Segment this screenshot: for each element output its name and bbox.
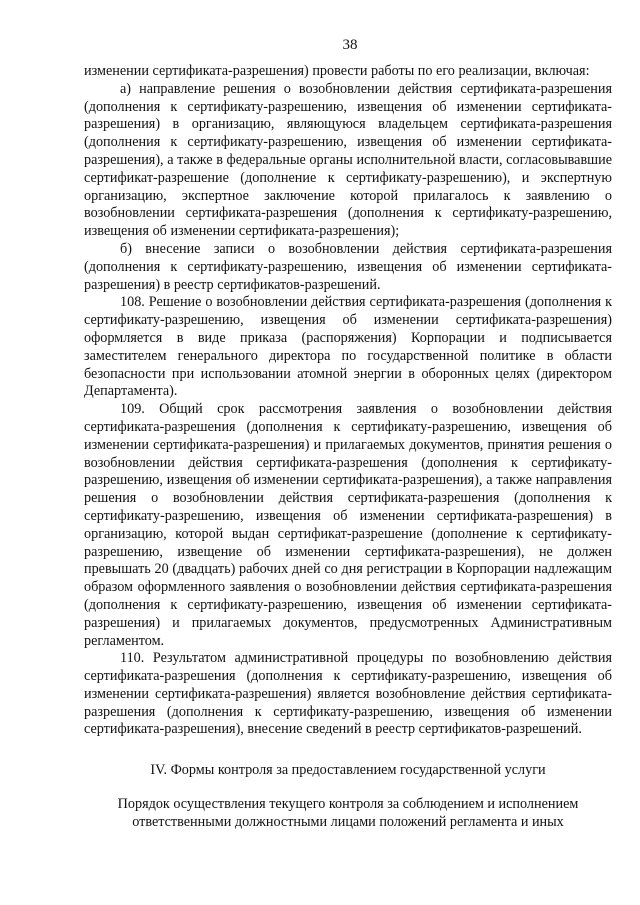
page-number: 38 bbox=[342, 37, 358, 53]
paragraph-continuation: изменении сертификата-разрешения) провести работы по его реализации, включая: bbox=[84, 63, 590, 79]
paragraph-108: 108. Решение о возобновлении действия сертификата-разрешения (дополнения к сертификату-разрешению, извещения об изменении сертификата-разрешения) оформляется в виде приказа (распоряжения) Корпорации и подписывается заместителем генерального директора по государственной политике в области безопасности при использовании атомной энергии в оборонных целях (директором Департамента). bbox=[84, 294, 612, 400]
section-heading: IV. Формы контроля за предоставлением государственной услуги bbox=[150, 762, 546, 779]
paragraph-item-b: б) внесение записи о возобновлении действия сертификата-разрешения (дополнения к сертификату-разрешению, извещения об изменении сертификата-разрешения) в реестр сертификатов-разрешений. bbox=[84, 240, 612, 293]
paragraph-item-a: а) направление решения о возобновлении действия сертификата-разрешения (дополнения к сертификату-разрешению, извещения об изменении сертификата-разрешения) в организацию, являющуюся владельцем сертификата-разрешения (дополнения к сертификату-разрешению, извещения об изменении сертификата-разрешения), а также в федеральные органы исполнительной власти, согласовывавшие сертификат-разрешение (дополнение к сертификату-разрешению), и экспертную организацию, экспертное заключение которой прилагалось к заявлению о возобновлении сертификата-разрешения (дополнения к сертификату-разрешению, извещения об изменении сертификата-разрешения); bbox=[84, 80, 612, 240]
subsection-heading: Порядок осуществления текущего контроля за соблюдением и исполнением ответственными должностными лицами положений регламента и иных bbox=[117, 796, 579, 831]
paragraph-109: 109. Общий срок рассмотрения заявления о возобновлении действия сертификата-разрешения (дополнения к сертификату-разрешению, извещения об изменении сертификата-разрешения) и прилагаемых документов, принятия решения о возобновлении действия сертификата-разрешения (дополнения к сертификату-разрешению, извещения об изменении сертификата-разрешения), а также направления решения о возобновлении действия сертификата-разрешения (дополнения к сертификату-разрешению, извещения об изменении сертификата-разрешения) в организацию, которой выдан сертификат-разрешение (дополнение к сертификату-разрешению, извещение об изменении сертификата-разрешения), не должен превышать 20 (двадцать) рабочих дней со дня регистрации в Корпорации надлежащим образом оформленного заявления о возобновлении действия сертификата-разрешения (дополнения к сертификату-разрешению, извещения об изменении сертификата-разрешения) и прилагаемых документов, предусмотренных Административным регламентом. bbox=[84, 401, 612, 649]
paragraph-110: 110. Результатом административной процедуры по возобновлению действия сертификата-разрешения (дополнения к сертификату-разрешению, извещения об изменении сертификата-разрешения) является возобновление действия сертификата-разрешения (дополнения к сертификату-разрешению, извещения об изменении сертификата-разрешения), внесение сведений в реестр сертификатов-разрешений. bbox=[84, 650, 612, 738]
body-text bbox=[84, 63, 612, 739]
